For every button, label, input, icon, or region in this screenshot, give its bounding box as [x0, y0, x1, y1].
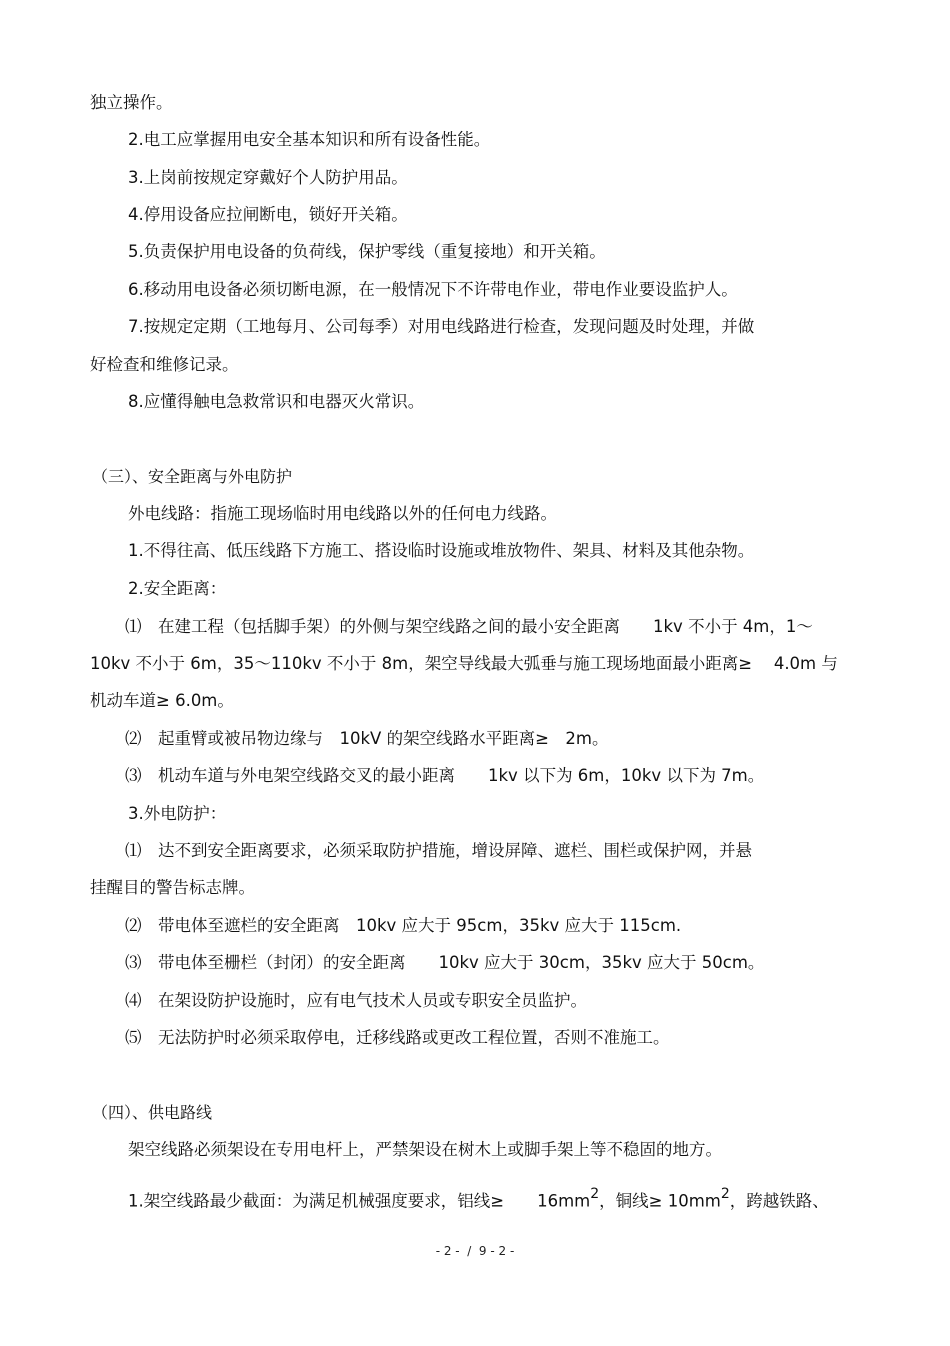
text-segment: ，跨越铁路、: [729, 1191, 829, 1211]
text-line: 2.安全距离：: [128, 579, 227, 598]
text-line: 4.停用设备应拉闸断电，锁好开关箱。: [128, 205, 408, 224]
text-line: 7.按规定定期（工地每月、公司每季）对用电线路进行检查，发现问题及时处理，并做: [128, 317, 755, 336]
text-line: 2.电工应掌握用电安全基本知识和所有设备性能。: [128, 130, 491, 149]
text-line: 5.负责保护用电设备的负荷线，保护零线（重复接地）和开关箱。: [128, 242, 606, 261]
superscript: 2: [590, 1186, 600, 1202]
text-segment: 1.架空线路最少截面：为满足机械强度要求，铝线≥: [128, 1191, 538, 1211]
section-heading: （四）、供电路线: [92, 1103, 213, 1122]
text-line: 独立操作。: [90, 93, 173, 112]
text-line: ⑷ 在架设防护设施时，应有电气技术人员或专职安全员监护。: [125, 991, 587, 1010]
text-line: 外电线路：指施工现场临时用电线路以外的任何电力线路。: [128, 504, 557, 523]
text-line: 3.上岗前按规定穿戴好个人防护用品。: [128, 168, 408, 187]
text-line: ⑴ 在建工程（包括脚手架）的外侧与架空线路之间的最小安全距离 1kv 不小于 4m，1～: [125, 617, 813, 636]
text-line: ⑵ 起重臂或被吊物边缘与 10kV 的架空线路水平距离≥ 2m。: [125, 729, 609, 748]
text-line: 好检查和维修记录。: [90, 355, 239, 374]
text-line: ⑴ 达不到安全距离要求，必须采取防护措施，增设屏障、遮栏、围栏或保护网，并悬: [125, 841, 752, 860]
superscript: 2: [720, 1186, 730, 1202]
text-line: ⑶ 机动车道与外电架空线路交叉的最小距离 1kv 以下为 6m，10kv 以下为 7m。: [125, 766, 765, 785]
text-line: ⑵ 带电体至遮栏的安全距离 10kv 应大于 95cm，35kv 应大于 115cm.: [125, 916, 682, 935]
text-line: 3.外电防护：: [128, 804, 227, 823]
text-line: 机动车道≥ 6.0m。: [90, 691, 234, 710]
text-segment: ，铜线≥ 10mm: [599, 1191, 721, 1211]
text-segment: 16mm: [537, 1191, 591, 1211]
text-line: 挂醒目的警告标志牌。: [90, 878, 255, 897]
text-line: ⑸ 无法防护时必须采取停电，迁移线路或更改工程位置，否则不准施工。: [125, 1028, 670, 1047]
text-line: 6.移动用电设备必须切断电源，在一般情况下不许带电作业，带电作业要设监护人。: [128, 280, 738, 299]
text-line: 架空线路必须架设在专用电杆上，严禁架设在树木上或脚手架上等不稳固的地方。: [128, 1140, 722, 1159]
text-line: 8.应懂得触电急救常识和电器灭火常识。: [128, 392, 425, 411]
page-footer: - 2 - / 9 - 2 -: [435, 1244, 515, 1258]
text-line: 1.不得往高、低压线路下方施工、搭设临时设施或堆放物件、架具、材料及其他杂物。: [128, 541, 755, 560]
text-line: ⑶ 带电体至栅栏（封闭）的安全距离 10kv 应大于 30cm，35kv 应大于 50cm。: [125, 953, 765, 972]
text-line-with-superscript: [128, 1185, 829, 1213]
text-line: 10kv 不小于 6m，35～110kv 不小于 8m，架空导线最大弧垂与施工现场地面最小距离≥ 4.0m 与: [90, 654, 838, 673]
section-heading: （三）、安全距离与外电防护: [92, 467, 293, 486]
